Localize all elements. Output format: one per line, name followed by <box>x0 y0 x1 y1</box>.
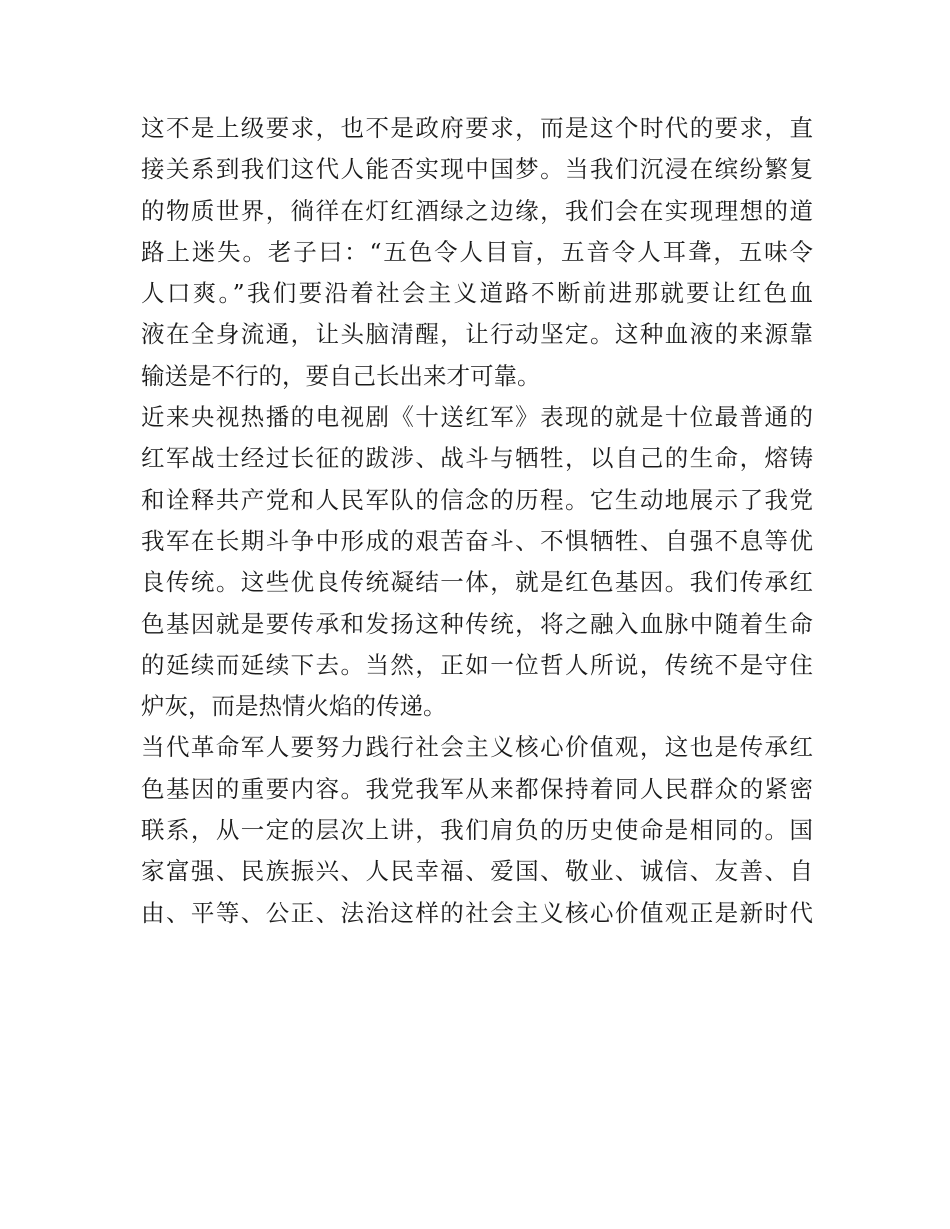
paragraph-2 <box>141 397 813 727</box>
paragraph-3 <box>141 727 813 933</box>
text-line: 由、平等、公正、法治这样的社会主义核心价值观正是新时代 <box>141 898 813 927</box>
text-line: 和诠释共产党和人民军队的信念的历程。它生动地展示了我党 <box>141 485 813 514</box>
text-line: 家富强、民族振兴、人民幸福、爱国、敬业、诚信、友善、自 <box>141 857 813 886</box>
text-line: 我军在长期斗争中形成的艰苦奋斗、不惧牺牲、自强不息等优 <box>141 526 813 555</box>
text-line: 的延续而延续下去。当然，正如一位哲人所说，传统不是守住 <box>141 650 813 679</box>
text-line: 的物质世界，徜徉在灯红酒绿之边缘，我们会在实现理想的道 <box>141 196 813 225</box>
text-line: 色基因的重要内容。我党我军从来都保持着同人民群众的紧密 <box>141 774 813 803</box>
text-line: 接关系到我们这代人能否实现中国梦。当我们沉浸在缤纷繁复 <box>141 155 813 184</box>
text-line: 当代革命军人要努力践行社会主义核心价值观，这也是传承红 <box>141 733 813 762</box>
paragraph-1 <box>141 108 813 397</box>
text-line: 色基因就是要传承和发扬这种传统，将之融入血脉中随着生命 <box>141 609 813 638</box>
text-line: 联系，从一定的层次上讲，我们肩负的历史使命是相同的。国 <box>141 816 813 845</box>
text-line: 液在全身流通，让头脑清醒，让行动坚定。这种血液的来源靠 <box>141 320 813 349</box>
text-line: 人口爽。”我们要沿着社会主义道路不断前进那就要让红色血 <box>141 279 813 308</box>
text-line: 红军战士经过长征的跋涉、战斗与牺牲，以自己的生命，熔铸 <box>141 444 813 473</box>
text-line: 近来央视热播的电视剧《十送红军》表现的就是十位最普通的 <box>141 403 813 432</box>
text-line: 输送是不行的，要自己长出来才可靠。 <box>141 361 541 390</box>
body-text <box>141 108 813 934</box>
text-line: 路上迷失。老子曰：“五色令人目盲，五音令人耳聋，五味令 <box>141 237 813 266</box>
text-line: 炉灰，而是热情火焰的传递。 <box>141 692 447 721</box>
text-line: 良传统。这些优良传统凝结一体，就是红色基因。我们传承红 <box>141 568 813 597</box>
text-line: 这不是上级要求，也不是政府要求，而是这个时代的要求，直 <box>141 114 813 142</box>
